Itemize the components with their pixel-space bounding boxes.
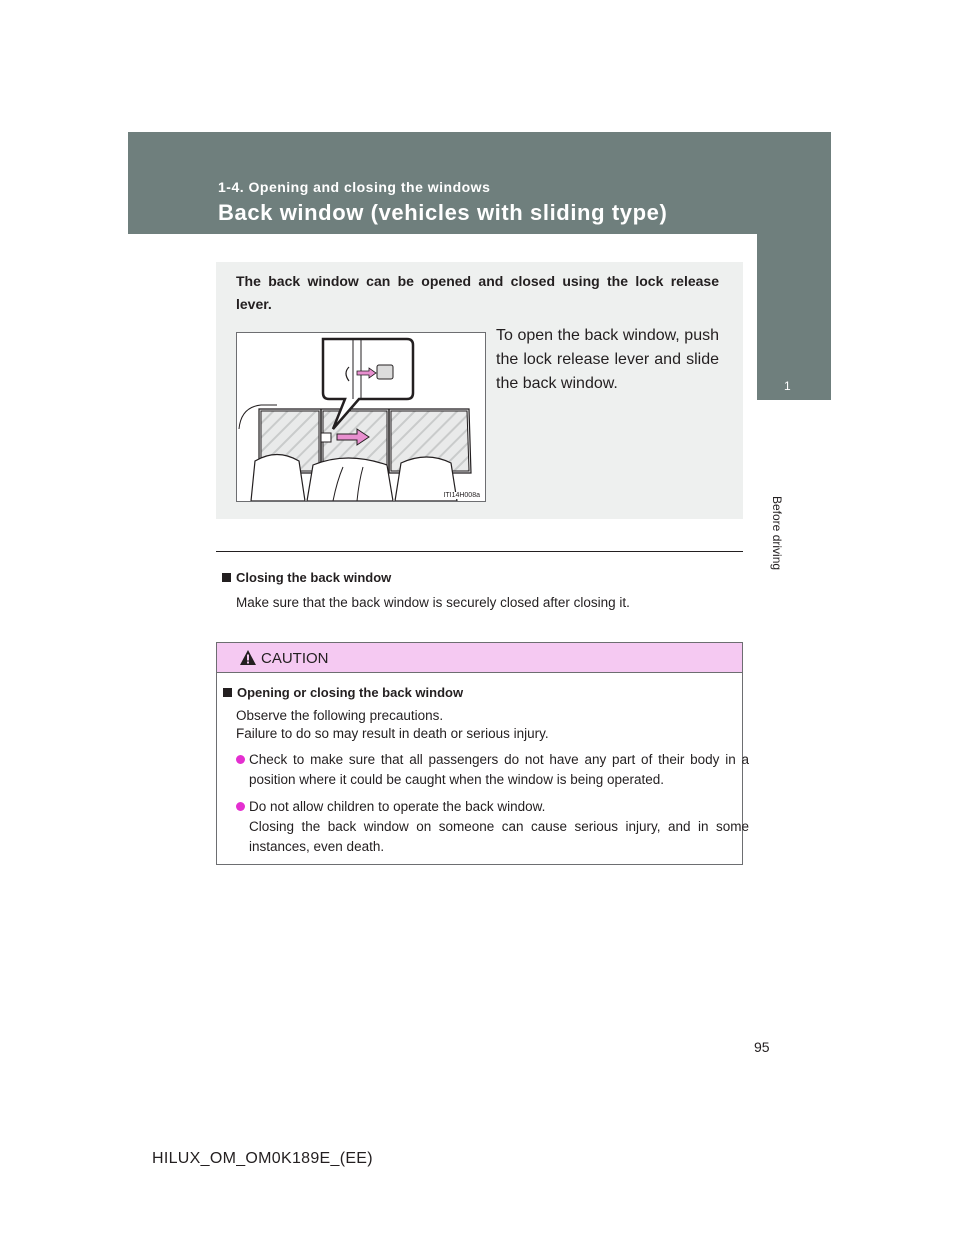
square-bullet-icon	[222, 573, 231, 582]
warning-triangle-icon	[239, 649, 257, 666]
caution-heading-text: Opening or closing the back window	[237, 685, 464, 700]
caution-label: CAUTION	[261, 650, 329, 667]
caution-bullet-1	[236, 750, 749, 790]
page-title: Back window (vehicles with sliding type)	[218, 200, 668, 225]
note-heading-text: Closing the back window	[236, 570, 392, 585]
chapter-tab	[757, 234, 831, 400]
caution-bullet-2-line-2: Closing the back window on someone can cause serious injury, and in some instances, even death.	[249, 819, 749, 854]
round-bullet-icon	[236, 755, 245, 764]
back-window-illustration	[236, 332, 486, 502]
note-heading	[222, 570, 391, 585]
caution-bullet-1-text: Check to make sure that all passengers do not have any part of their body in a position where it could be caught when the window is being operated.	[249, 752, 749, 787]
caution-bullet-2	[236, 797, 749, 857]
square-bullet-icon	[223, 688, 232, 697]
document-id: HILUX_OM_OM0K189E_(EE)	[152, 1150, 373, 1167]
caution-header	[217, 643, 742, 673]
round-bullet-icon	[236, 802, 245, 811]
step-instruction: To open the back window, push the lock release lever and slide the back window.	[496, 327, 719, 392]
caution-heading	[223, 685, 463, 700]
note-body: Make sure that the back window is securely closed after closing it.	[236, 595, 630, 610]
caution-bullet-2-line-1: Do not allow children to operate the back window.	[249, 799, 546, 814]
caution-line-1: Observe the following precautions.	[236, 708, 444, 723]
caution-paragraph	[236, 707, 549, 743]
illustration-drawing	[237, 333, 485, 501]
intro-text: The back window can be opened and closed using the lock release lever.	[236, 273, 719, 312]
chapter-number: 1	[784, 379, 791, 393]
figure-code: ITI14H008a	[443, 492, 480, 499]
chapter-label: Before driving	[770, 496, 784, 571]
caution-line-2: Failure to do so may result in death or serious injury.	[236, 726, 549, 741]
page-number: 95	[754, 1039, 770, 1055]
divider	[216, 551, 743, 552]
caution-box	[216, 642, 749, 865]
section-label: 1-4. Opening and closing the windows	[218, 179, 491, 195]
